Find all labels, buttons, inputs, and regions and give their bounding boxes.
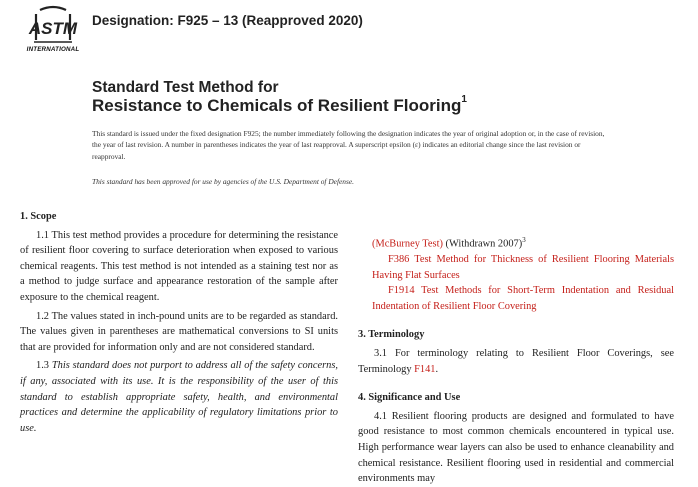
para-1-3 [20,358,338,436]
para-4-1: 4.1 Resilient flooring products are designed and formulated to have good resistance to most common chemicals encountered in typical use. High performance wear layers can also be used to enhance cleanability and chemical resistance. Resilient flooring used in residential and commercial environments may [358,410,674,485]
ref-f1914-code[interactable]: F1914 [388,285,415,297]
section-1-heading: 1. Scope [20,211,57,222]
para-3-1-text: 3.1 For terminology relating to Resilient Floor Coverings, see Terminology [358,348,674,375]
para-3-1-end: . [435,363,439,375]
para-1-3-text: This standard does not purport to address all of the safety concerns, if any, associated with its use. It is the responsibility of the user of this standard to establish appropriate safety, health, and environmental practices and determine the applicability of regulatory limitations prior to use. [20,360,338,434]
dod-approval-note: This standard has been approved for use by agencies of the U.S. Department of Defense. [92,177,354,186]
section-4-heading: 4. Significance and Use [358,392,461,404]
designation: Designation: F925 – 13 (Reapproved 2020) [92,13,363,28]
para-1-1: 1.1 This test method provides a procedure for determining the resistance of resilient floor covering to surface deterioration when exposed to various chemical reagents. This test method is not intended as a staining test nor as a method to judge surface and appearance restoration of the sample after exposure to the chemical reagent. [20,229,338,303]
ref-withdrawn: (Withdrawn 2007) [445,238,523,250]
left-column [20,209,338,436]
ref-continuation [358,233,674,252]
logo-subtext: INTERNATIONAL [26,46,80,53]
para-1-3-num: 1.3 [36,360,49,372]
section-3-heading: 3. Terminology [358,329,425,341]
title-footnote-mark[interactable]: 1 [461,94,467,105]
ref-f386-title[interactable]: Test Method for Thickness of Resilient Flooring Materials Having Flat Surfaces [372,254,674,281]
right-column [358,233,674,487]
ref-mcburney-link[interactable]: (McBurney Test) [372,238,443,250]
para-3-1 [358,346,674,377]
logo-text: ASTM [28,19,78,38]
ref-f141-link[interactable]: F141 [414,363,436,375]
para-1-2: 1.2 The values stated in inch-pound units are to be regarded as standard. The values given in parentheses are mathematical conversions to SI units that are provided for information only and are not considered standard. [20,310,338,353]
title-line2-text: Resistance to Chemicals of Resilient Flooring [92,96,462,115]
ref-f386 [358,252,674,283]
ref-f1914 [358,283,674,314]
ref-f1914-title[interactable]: Test Methods for Short-Term Indentation and Residual Indentation of Resilient Floor Covering [372,285,674,312]
title-line2 [92,96,467,116]
intro-note: This standard is issued under the fixed designation F925; the number immediately following the designation indicates the year of original adoption or, in the case of revision, the year of last revision. A number in parentheses indicates the year of last reapproval. A superscript epsilon (ε) indicates an editorial change since the last revision or reapproval. [92,129,605,161]
ref-footnote-3[interactable]: 3 [522,236,526,244]
title-line1: Standard Test Method for [92,79,279,96]
ref-f386-code[interactable]: F386 [388,254,410,266]
